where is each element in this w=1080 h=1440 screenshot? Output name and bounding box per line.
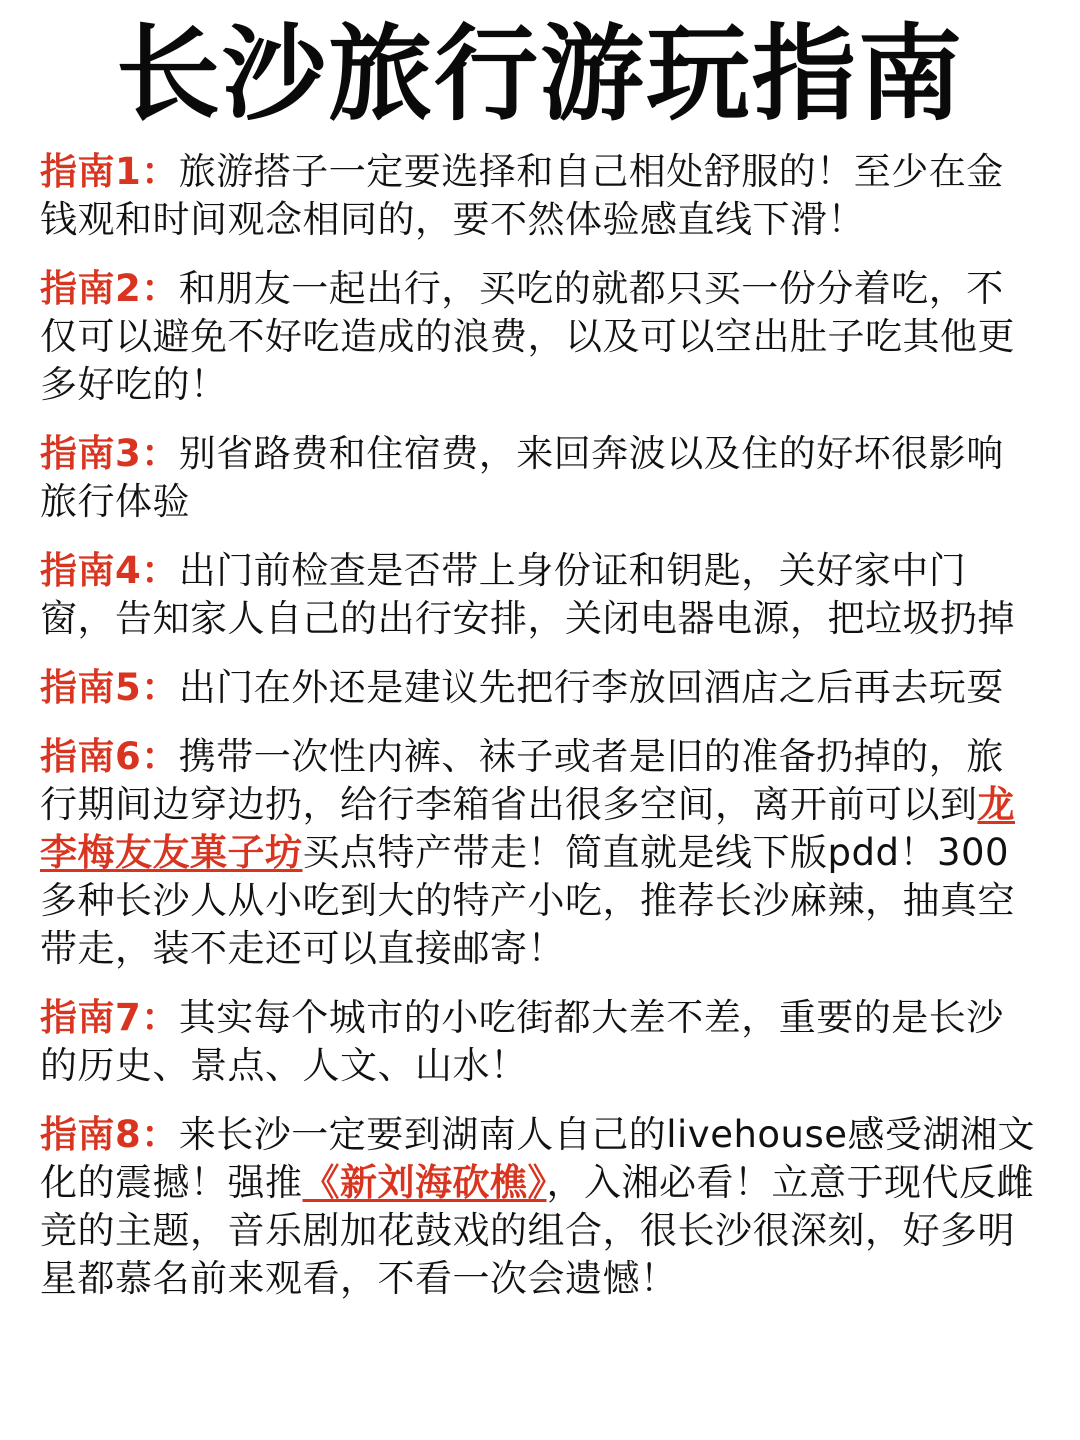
tip-label: 指南6 <box>40 735 142 778</box>
tip-label: 指南1 <box>40 150 142 193</box>
tip-6 <box>40 733 1040 973</box>
tip-text: 旅游搭子一定要选择和自己相处舒服的！至少在金钱观和时间观念相同的，要不然体验感直线下滑！ <box>40 150 1004 241</box>
tip-label: 指南2 <box>40 267 142 310</box>
tip-separator: ： <box>141 549 179 592</box>
tip-text: 买点特产带走！简直就是线下版pdd！300多种长沙人从小吃到大的特产小吃，推荐长沙麻辣，抽真空带走，装不走还可以直接邮寄！ <box>40 831 1015 970</box>
tip-text: 其实每个城市的小吃街都大差不差，重要的是长沙的历史、景点、人文、山水！ <box>40 996 1004 1087</box>
tip-1 <box>40 148 1040 244</box>
tip-7 <box>40 994 1040 1090</box>
tip-2 <box>40 265 1040 409</box>
show-link[interactable]: 《新刘海砍樵》 <box>302 1161 547 1204</box>
tip-label: 指南4 <box>40 549 142 592</box>
tip-text: 来长沙一定要到湖南人自己的livehouse感受湖湘文化的震撼！强推 <box>40 1113 1036 1204</box>
tip-text: 别省路费和住宿费，来回奔波以及住的好坏很影响旅行体验 <box>40 432 1004 523</box>
tip-separator: ： <box>141 996 179 1039</box>
tip-separator: ： <box>141 666 179 709</box>
tips-list <box>40 148 1040 1303</box>
tip-separator: ： <box>141 267 179 310</box>
tip-text: 出门在外还是建议先把行李放回酒店之后再去玩耍 <box>178 666 1004 709</box>
tip-label: 指南3 <box>40 432 142 475</box>
tip-separator: ： <box>141 150 179 193</box>
tip-separator: ： <box>141 432 179 475</box>
tip-8 <box>40 1111 1040 1303</box>
tip-4 <box>40 547 1040 643</box>
tip-label: 指南7 <box>40 996 142 1039</box>
tip-5 <box>40 664 1040 712</box>
tip-text: ，入湘必看！立意于现代反雌竞的主题，音乐剧加花鼓戏的组合，很长沙很深刻，好多明星都慕名前来观看，不看一次会遗憾！ <box>40 1161 1034 1300</box>
tip-text: 和朋友一起出行，买吃的就都只买一份分着吃，不仅可以避免不好吃造成的浪费，以及可以空出肚子吃其他更多好吃的！ <box>40 267 1015 406</box>
tip-text: 出门前检查是否带上身份证和钥匙，关好家中门窗，告知家人自己的出行安排，关闭电器电源，把垃圾扔掉 <box>40 549 1015 640</box>
tip-separator: ： <box>141 735 179 778</box>
page-title: 长沙旅行游玩指南 <box>115 13 964 135</box>
shop-link[interactable]: 龙李梅友友菓子坊 <box>40 783 1015 874</box>
tip-text: 携带一次性内裤、袜子或者是旧的准备扔掉的，旅行期间边穿边扔，给行李箱省出很多空间，离开前可以到 <box>40 735 1004 826</box>
tip-3 <box>40 430 1040 526</box>
tip-label: 指南8 <box>40 1113 142 1156</box>
tip-label: 指南5 <box>40 666 142 709</box>
tip-separator: ： <box>141 1113 179 1156</box>
